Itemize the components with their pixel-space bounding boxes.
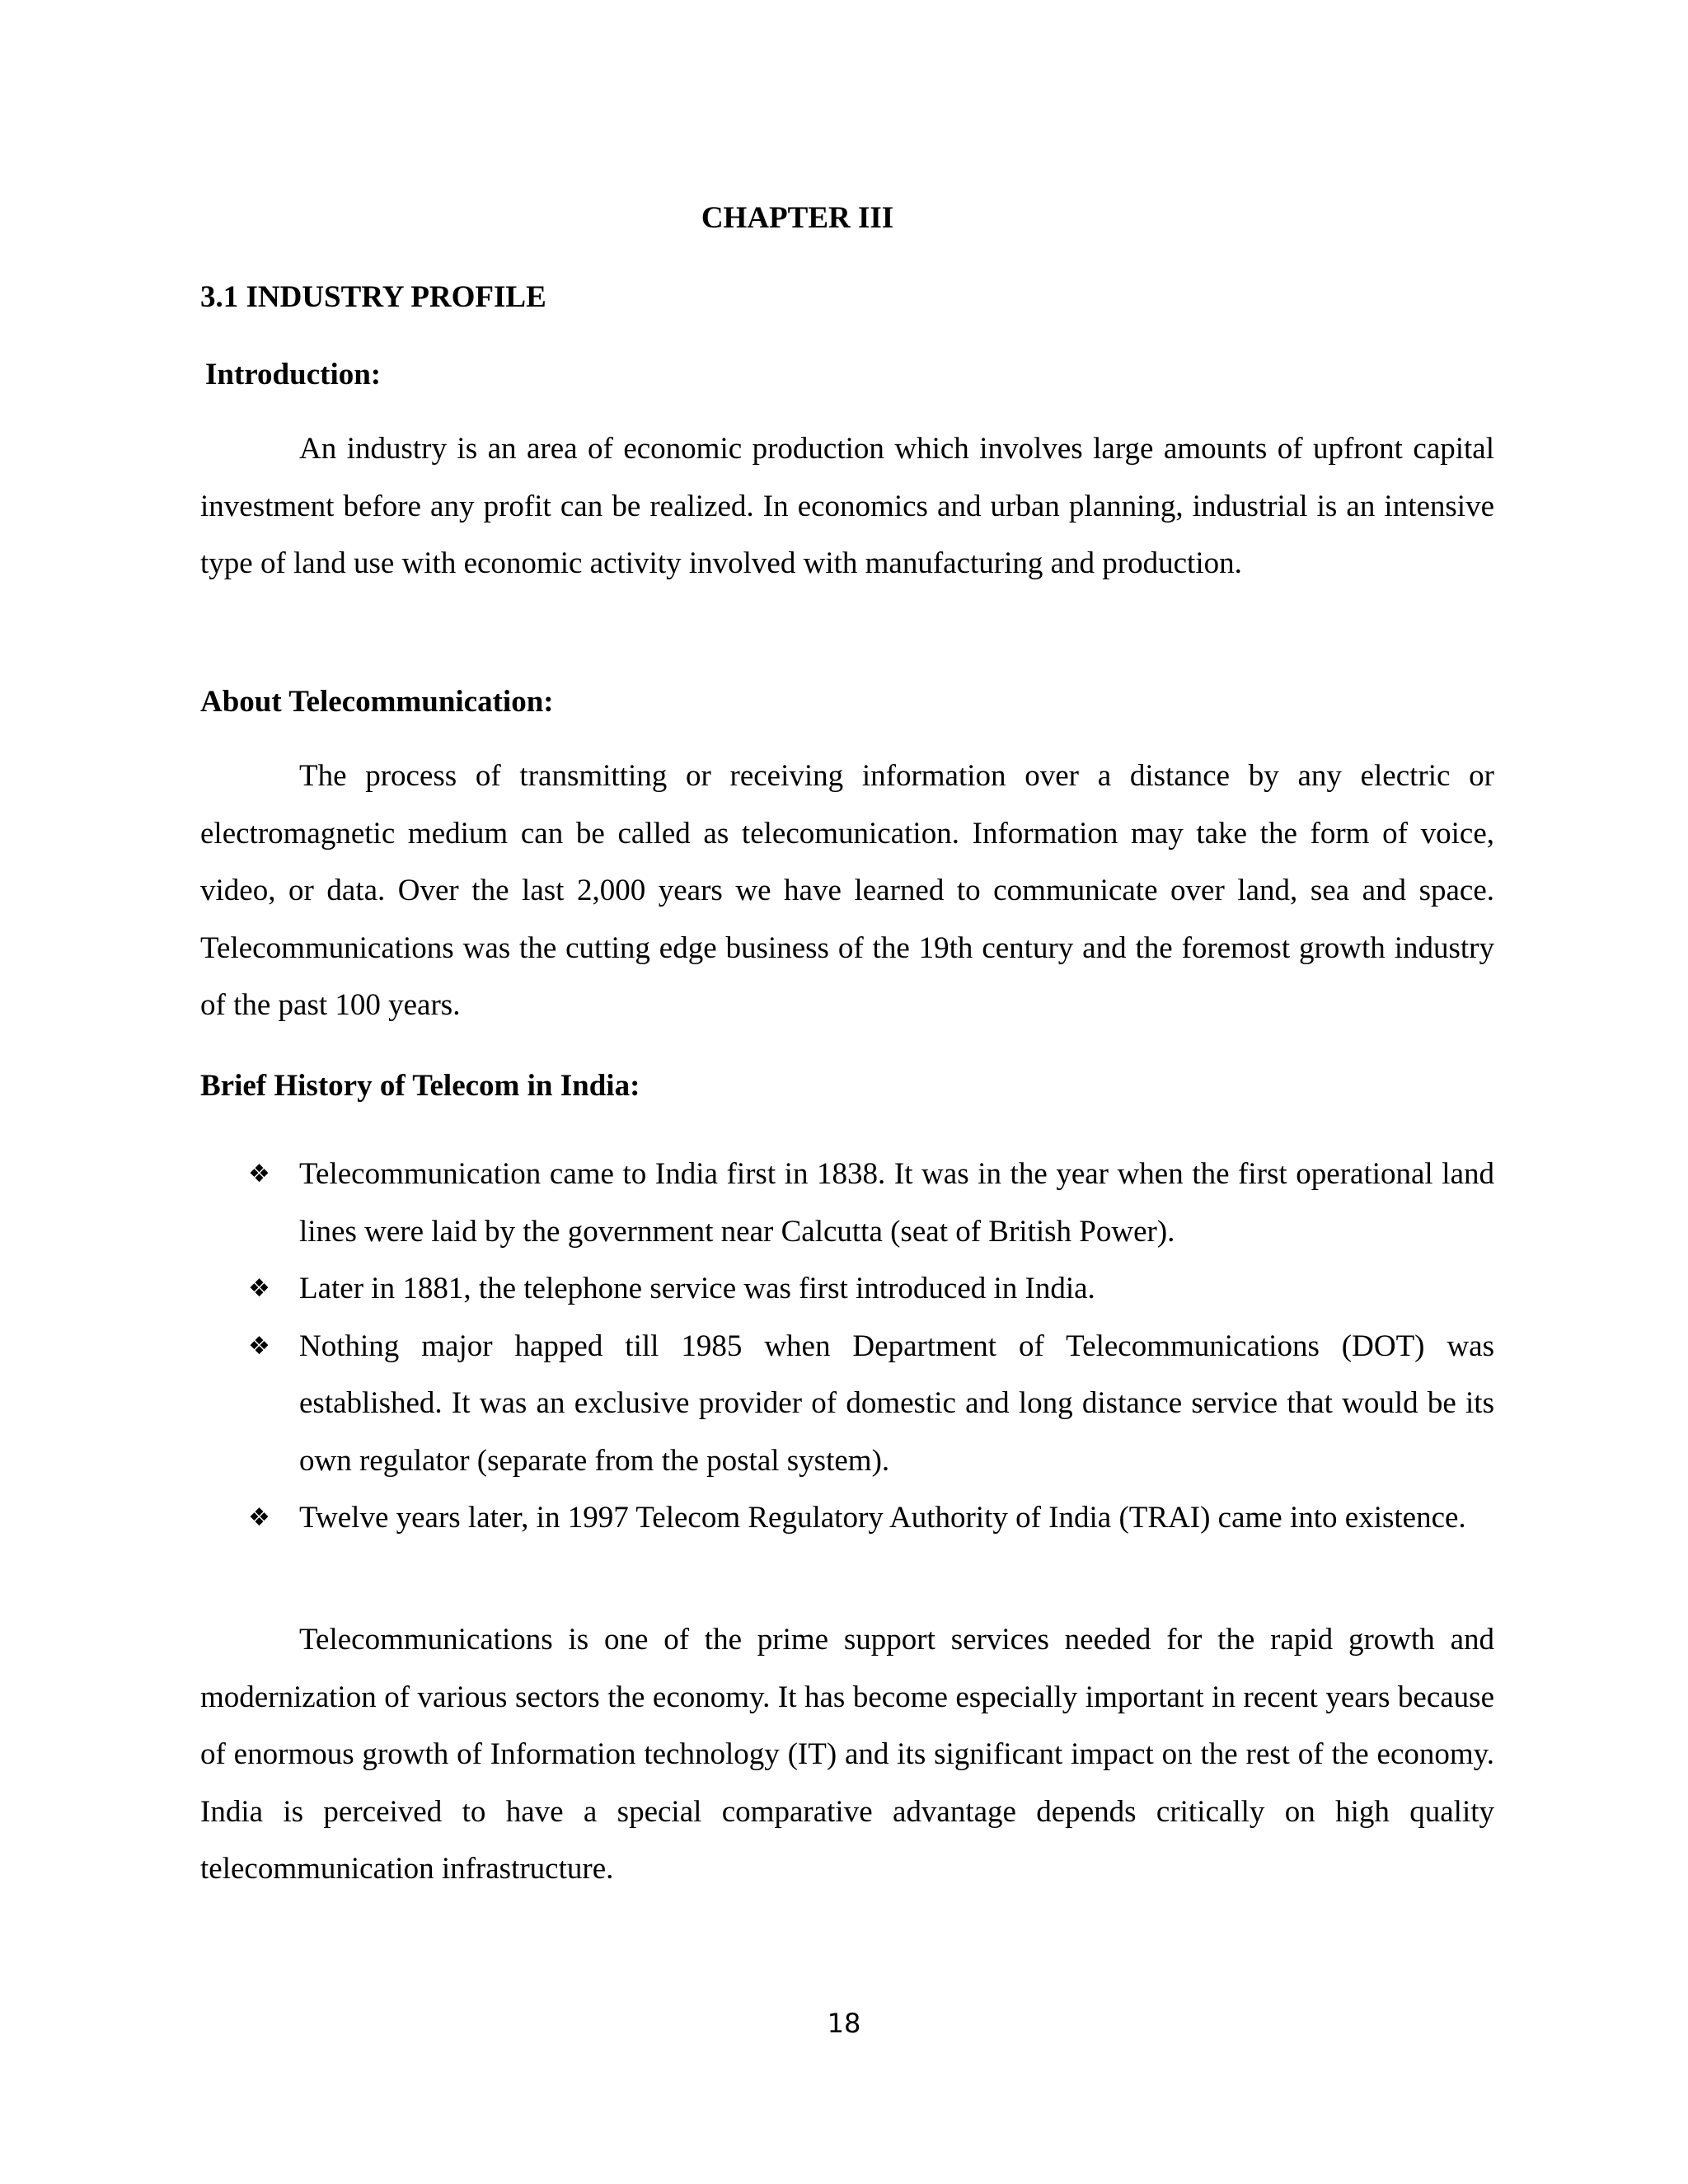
history-list-item: [200, 1318, 1494, 1490]
history-list-item: [200, 1489, 1494, 1547]
page-number: 18: [827, 2008, 861, 2039]
section-title: 3.1 INDUSTRY PROFILE: [200, 280, 546, 314]
diamond-bullet-icon: ❖: [248, 1274, 270, 1303]
history-bullet-list: [200, 1146, 1494, 1547]
introduction-heading: Introduction:: [205, 358, 382, 391]
about-telecom-heading: About Telecommunication:: [200, 685, 554, 719]
history-item-text: Nothing major happed till 1985 when Department of Telecommunications (DOT) was established. It was an exclusive provider of domestic and long distance service that would be its own regulator (separate from the postal system).: [299, 1329, 1494, 1478]
history-list-item: [200, 1146, 1494, 1260]
history-item-text: Later in 1881, the telephone service was first introduced in India.: [299, 1272, 1095, 1305]
diamond-bullet-icon: ❖: [248, 1331, 270, 1361]
closing-paragraph: Telecommunications is one of the prime support services needed for the rapid growth and modernization of various sectors the economy. It has become especially important in recent years because of enormous growth of Information technology (IT) and its significant impact on the rest of the economy. India is perceived to have a special comparative advantage depends critically on high quality telecommunication infrastructure.: [200, 1623, 1494, 1886]
chapter-title: CHAPTER III: [701, 201, 894, 235]
diamond-bullet-icon: ❖: [248, 1503, 270, 1532]
diamond-bullet-icon: ❖: [248, 1160, 270, 1188]
about-telecom-paragraph: The process of transmitting or receiving information over a distance by any electric or electromagnetic medium can be called as telecomunication. Information may take the form of voice, video, or data. Over the last 2,000 years we have learned to communicate over land, sea and space. Telecommunications was the cutting edge business of the 19th century and the foremost growth industry of the past 100 years.: [200, 759, 1494, 1022]
history-item-text: Telecommunication came to India first in 1838. It was in the year when the first operational land lines were laid by the government near Calcutta (seat of British Power).: [299, 1157, 1494, 1249]
history-heading: Brief History of Telecom in India:: [200, 1069, 640, 1103]
history-item-text: Twelve years later, in 1997 Telecom Regulatory Authority of India (TRAI) came into existence.: [299, 1501, 1466, 1535]
introduction-paragraph: An industry is an area of economic production which involves large amounts of upfront capital investment before any profit can be realized. In economics and urban planning, industrial is an intensive type of land use with economic activity involved with manufacturing and production.: [200, 432, 1494, 580]
history-list-item: [200, 1260, 1494, 1318]
